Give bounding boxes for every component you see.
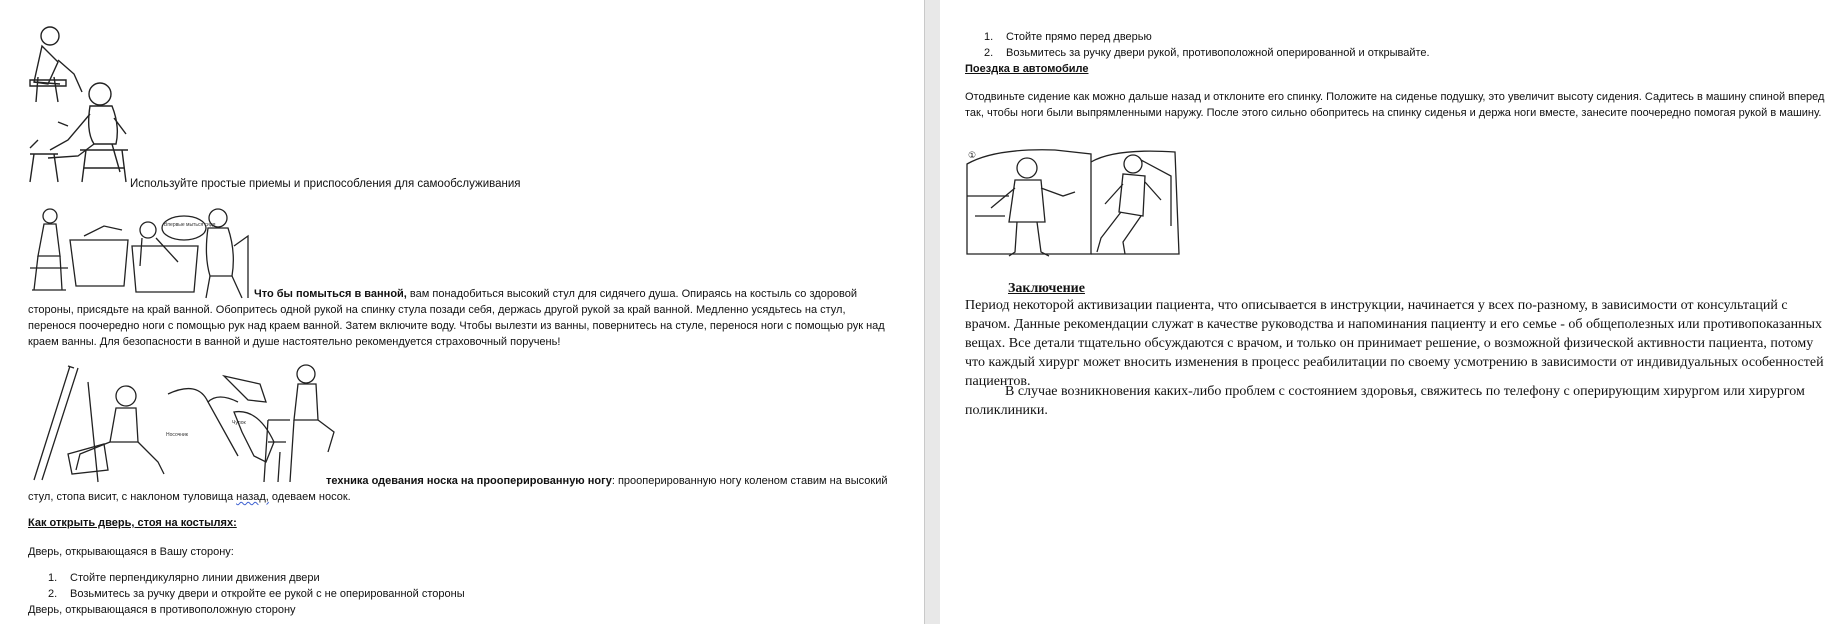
car-heading: Поездка в автомобиле (965, 63, 1089, 75)
car-illustration (965, 146, 1181, 264)
list-text: Стойте прямо перед дверью (1006, 31, 1152, 43)
list-number: 1. (48, 572, 58, 584)
list-item (984, 45, 1804, 61)
sock-text-a: : прооперированную ногу коленом ставим на высокий стул, стопа висит, с наклоном туловища (28, 475, 888, 503)
list-number: 2. (48, 588, 58, 600)
bath-paragraph (28, 286, 892, 350)
door-toward-steps (48, 570, 888, 602)
car-illustration-number: ① (968, 151, 977, 161)
bath-illustration-bubble: Впервые мыться сидя (164, 222, 216, 228)
list-number: 2. (984, 47, 994, 59)
sock-label-aid: Носочник (166, 432, 188, 438)
list-item (984, 29, 1804, 45)
list-item (48, 586, 888, 602)
selfcare-caption: Используйте простые приемы и приспособления для самообслуживания (130, 178, 521, 190)
list-text: Возьмитесь за ручку двери и откройте ее рукой с не оперированной стороны (70, 588, 465, 600)
door-heading: Как открыть дверь, стоя на костылях: (28, 517, 237, 529)
sock-text-b: одеваем носок. (268, 491, 351, 503)
list-item (48, 570, 888, 586)
door-away-steps (984, 29, 1804, 61)
door-away-label: Дверь, открывающаяся в противоположную сторону (28, 604, 296, 616)
sock-illustration (28, 362, 338, 484)
sock-label-stocking: Чулок (232, 420, 246, 426)
sock-bold-lead: техника одевания носка на прооперированную ногу (326, 475, 612, 487)
door-toward-label: Дверь, открывающаяся в Вашу сторону: (28, 546, 234, 558)
selfcare-illustration (28, 22, 128, 184)
list-text: Стойте перпендикулярно линии движения двери (70, 572, 320, 584)
document-page-right[interactable] (940, 0, 1838, 624)
car-paragraph: Отодвиньте сидение как можно дальше назад и отклоните его спинку. Положите на сиденье подушку, это увеличит высоту сидения. Садитесь в машину спиной вперед так, чтобы ноги были выпрямленными наружу. После этого сильно обопритесь на спинку сиденья и держа ноги вместе, занесите поочередно помогая рукой в машину. (965, 91, 1825, 119)
bath-text: вам понадобиться высокий стул для сидячего душа. Опираясь на костыль со здоровой стороны, присядьте на край ванной. Обопритесь одной рукой на спинку стула позади себя, держась другой рукой за край ванной. Медленно усядьтесь на стул, перенося поочередно ноги с помощью рук над краем ванной. Затем включите воду. Чтобы вылезти из ванны, повернитесь на стуле, перенося ноги с помощью рук над краем ванны. Для безопасности в ванной и душе настоятельно рекомендуется страховочный поручень! (28, 288, 885, 348)
list-number: 1. (984, 31, 994, 43)
spellcheck-misspelled-word[interactable]: назад, (236, 491, 269, 503)
bath-bold-lead: Что бы помыться в ванной, (254, 288, 407, 300)
conclusion-title: Заключение (1008, 281, 1085, 296)
conclusion-paragraph-2: В случае возникновения каких-либо проблем с состоянием здоровья, свяжитесь по телефону с оперирующим хирургом или хирургом поликлиники. (965, 384, 1805, 418)
conclusion-paragraph-1: Период некоторой активизации пациента, что описывается в инструкции, начинается у всех по-разному, в зависимости от консультаций с врачом. Данные рекомендации служат в качестве руководства и напоминания пациенту и его семье - об общеполезных или противопоказанных вещах. Все детали тщательно обсуждаются с врачом, и только он принимает решение, о возможной физической активности пациента, потому что каждый хирург может вносить изменения в процесс реабилитации по своему усмотрению в зависимости от индивидуальных особенностей пациентов. (965, 298, 1824, 389)
sock-paragraph (28, 473, 892, 505)
list-text: Возьмитесь за ручку двери рукой, противоположной оперированной и открывайте. (1006, 47, 1430, 59)
